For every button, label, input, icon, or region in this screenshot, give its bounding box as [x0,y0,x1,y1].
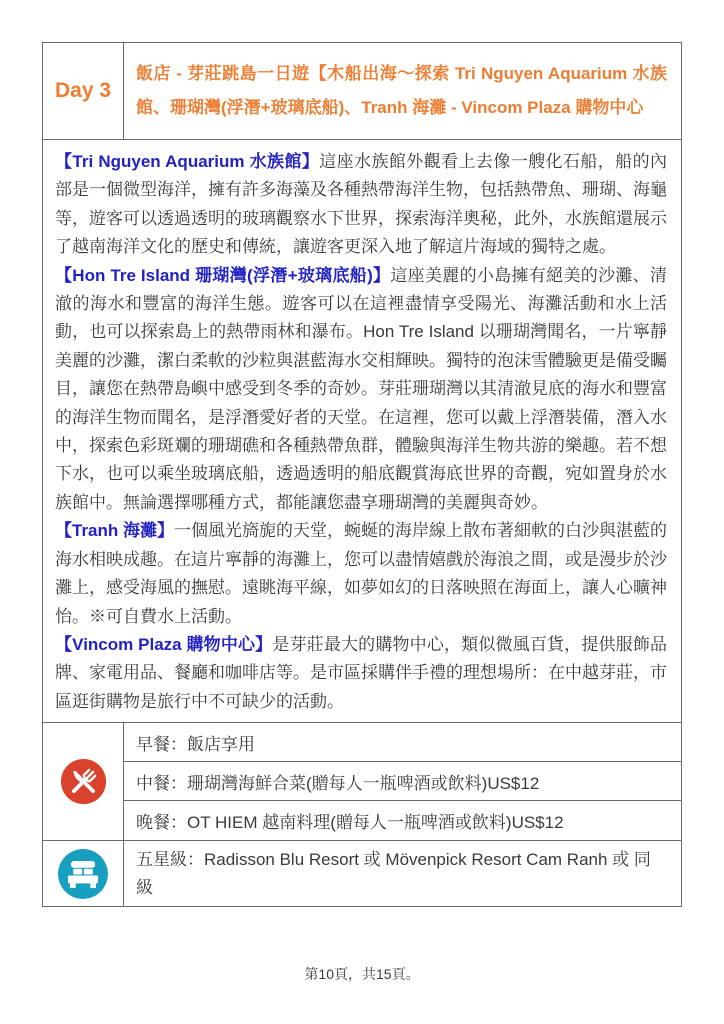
paragraph-tranh-beach [55,517,667,631]
bed-icon [57,848,109,900]
paragraph-vincom-plaza [55,631,667,716]
meal-row-breakfast: 早餐：飯店享用 [124,723,681,762]
itinerary-table [42,42,682,907]
paragraph-hon-tre-island [55,262,667,518]
paragraph-heading: 【Tranh 海灘】 [55,521,175,541]
paragraph-body: 這座美麗的小島擁有絕美的沙灘、清澈的海水和豐富的海洋生態。遊客可以在這裡盡情享受陽光、海灘活動和水上活動，也可以探索島上的熱帶雨林和瀑布。Hon Tre Island 以珊瑚灣聞名，一片寧靜美麗的沙灘，潔白柔軟的沙粒與湛藍海水交相輝映。獨特的泡沫雪體驗更是備受矚目，讓您在熱帶島嶼中感受到冬季的奇妙。芽莊珊瑚灣以其清澈見底的海水和豐富的海洋生物而聞名，是浮潛愛好者的天堂。在這裡，您可以戴上浮潛裝備，潛入水中，探索色彩斑斕的珊瑚礁和各種熱帶魚群，體驗與海洋生物共游的樂趣。若不想下水，也可以乘坐玻璃底船，透過透明的船底觀賞海底世界的奇觀，宛如置身於水族館中。無論選擇哪種方式，都能讓您盡享珊瑚灣的美麗與奇妙。 [55,265,667,512]
day-description [43,140,681,723]
hotel-info: 五星級：Radisson Blu Resort 或 Mövenpick Resort Cam Ranh 或 同級 [136,849,651,897]
meals-icon-cell [43,723,124,840]
meal-list [124,723,681,840]
page-number-indicator: 第10頁，共15頁。 [304,966,420,982]
paragraph-body: 一個風光旖旎的天堂，蜿蜒的海岸線上散布著細軟的白沙與湛藍的海水相映成趣。在這片寧靜的海灘上，您可以盡情嬉戲於海浪之間，或是漫步於沙灘上，感受海風的撫慰。遠眺海平線，如夢如幻的日落映照在海面上，讓人心曠神怡。※可自費水上活動。 [55,521,668,626]
paragraph-body: 這座水族館外觀看上去像一艘化石船，船的內部是一個微型海洋，擁有許多海藻及各種熱帶海洋生物，包括熱帶魚、珊瑚、海龜等，遊客可以透過透明的玻璃觀察水下世界，探索海洋奧秘，此外，水族館還展示了越南海洋文化的歷史和傳統，讓遊客更深入地了解這片海域的獨特之處。 [55,152,667,257]
paragraph-heading: 【Tri Nguyen Aquarium 水族館】 [55,152,320,171]
hotel-section [43,841,681,906]
day-title: 飯店 - 芽莊跳島一日遊【木船出海～探索 Tri Nguyen Aquarium 水族館、珊瑚灣(浮潛+玻璃底船)、Tranh 海灘 - Vincom Plaza 購物中心 [136,64,667,117]
day-label: Day 3 [43,43,124,139]
meal-row-lunch: 中餐：珊瑚灣海鮮合菜(贈每人一瓶啤酒或飲料)US$12 [124,762,681,801]
paragraph-heading: 【Vincom Plaza 購物中心】 [55,634,273,654]
paragraph-tri-nguyen-aquarium [55,148,667,262]
fork-knife-icon [60,758,107,805]
hotel-icon-cell [43,841,124,906]
paragraph-body: 是芽莊最大的購物中心，類似微風百貨，提供服飾品牌、家電用品、餐廳和咖啡店等。是市區採購伴手禮的理想場所：在中越芽莊，市區逛街購物是旅行中不可缺少的活動。 [55,634,667,711]
meals-section [43,723,681,841]
paragraph-heading: 【Hon Tre Island 珊瑚灣(浮潛+玻璃底船)】 [55,265,391,285]
day-header-row [43,43,681,140]
meal-row-dinner: 晚餐：OT HIEM 越南料理(贈每人一瓶啤酒或飲料)US$12 [136,813,564,832]
